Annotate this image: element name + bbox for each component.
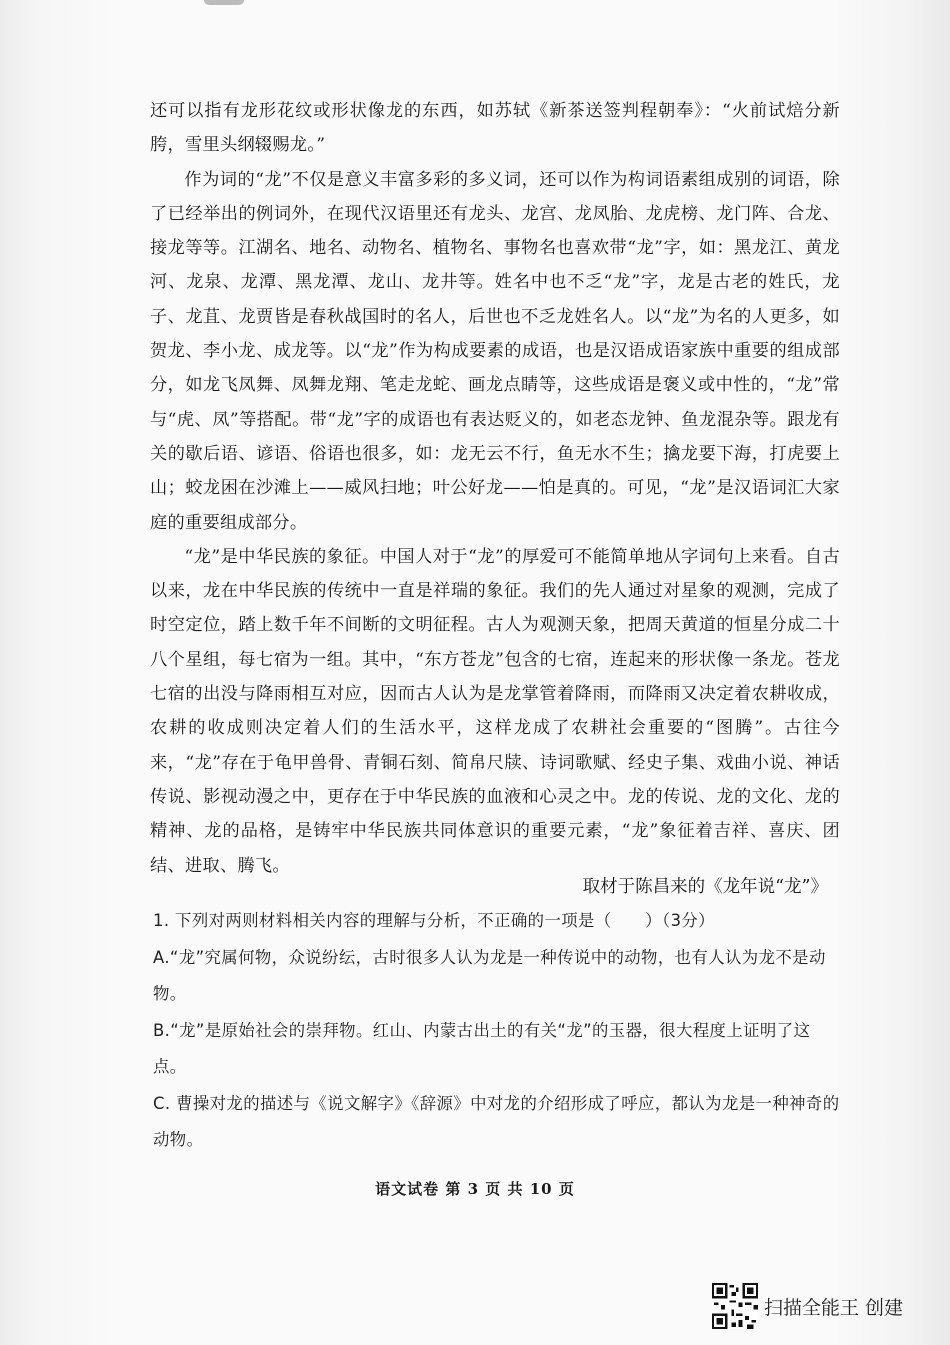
question-block <box>153 903 843 1159</box>
qr-code-icon <box>712 1283 758 1329</box>
passage-continuation: 还可以指有龙形花纹或形状像龙的东西，如苏轼《新茶送签判程朝奉》：“火前试焙分新胯，雪里头纲辍赐龙。” <box>150 101 840 156</box>
option-c: C. 曹操对龙的描述与《说文解字》《辞源》中对龙的介绍形成了呼应，都认为龙是一种神奇的动物。 <box>153 1093 840 1149</box>
scan-artifact <box>204 0 244 5</box>
paragraph-symbol: “龙”是中华民族的象征。中国人对于“龙”的厚爱可不能简单地从字词句上来看。自古以来，龙在中华民族的传统中一直是祥瑞的象征。我们的先人通过对星象的观测，完成了时空定位，踏上数千年不间断的文明征程。古人为观测天象，把周天黄道的恒星分成二十八个星组，每七宿为一组。其中，“东方苍龙”包含的七宿，连起来的形状像一条龙。苍龙七宿的出没与降雨相互对应，因而古人认为是龙掌管着降雨，而降雨又决定着农耕收成，农耕的收成则决定着人们的生活水平，这样龙成了农耕社会重要的“图腾”。古往今来，“龙”存在于龟甲兽骨、青铜石刻、简帛尺牍、诗词歌赋、经史子集、戏曲小说、神话传说、影视动漫之中，更存在于中华民族的血液和心灵之中。龙的传说、龙的文化、龙的精神、龙的品格，是铸牢中华民族共同体意识的重要元素，“龙”象征着吉祥、喜庆、团结、进取、腾飞。 <box>150 546 840 876</box>
question-stem: 1. 下列对两则材料相关内容的理解与分析，不正确的一项是（ ）（3分） <box>153 911 715 930</box>
page-footer: 语文试卷 第 3 页 共 10 页 <box>375 1180 575 1198</box>
scanner-label: 扫描全能王 创建 <box>764 1296 904 1319</box>
paragraph-word-usage: 作为词的“龙”不仅是意义丰富多彩的多义词，还可以作为构词语素组成别的词语，除了已经举出的例词外，在现代汉语里还有龙头、龙宫、龙凤胎、龙虎榜、龙门阵、合龙、接龙等等。江湖名、地名、动物名、植物名、事物名也喜欢带“龙”字，如：黑龙江、黄龙河、龙泉、龙潭、黑龙潭、龙山、龙井等。姓名中也不乏“龙”字，龙是古老的姓氏，龙子、龙苴、龙贾皆是春秋战国时的名人，后世也不乏龙姓名人。以“龙”为名的人更多，如贺龙、李小龙、成龙等。以“龙”作为构成要素的成语，也是汉语成语家族中重要的组成部分，如龙飞凤舞、凤舞龙翔、笔走龙蛇、画龙点睛等，这些成语是褒义或中性的，“龙”常与“虎、凤”等搭配。带“龙”字的成语也有表达贬义的，如老态龙钟、鱼龙混杂等。跟龙有关的歇后语、谚语、俗语也很多，如：龙无云不行，鱼无水不生；擒龙要下海，打虎要上山；蛟龙困在沙滩上——威风扫地；叶公好龙——怕是真的。可见，“龙”是汉语词汇大家庭的重要组成部分。 <box>150 169 840 533</box>
reading-passage <box>150 94 840 883</box>
scanner-watermark <box>712 1283 903 1329</box>
option-b: B.“龙”是原始社会的崇拜物。红山、内蒙古出土的有关“龙”的玉器，很大程度上证明了这点。 <box>153 1020 811 1076</box>
option-a: A.“龙”究属何物，众说纷纭，古时很多人认为龙是一种传说中的动物，也有人认为龙不是动物。 <box>153 947 826 1003</box>
passage-source: 取材于陈昌来的《龙年说“龙”》 <box>582 877 828 897</box>
